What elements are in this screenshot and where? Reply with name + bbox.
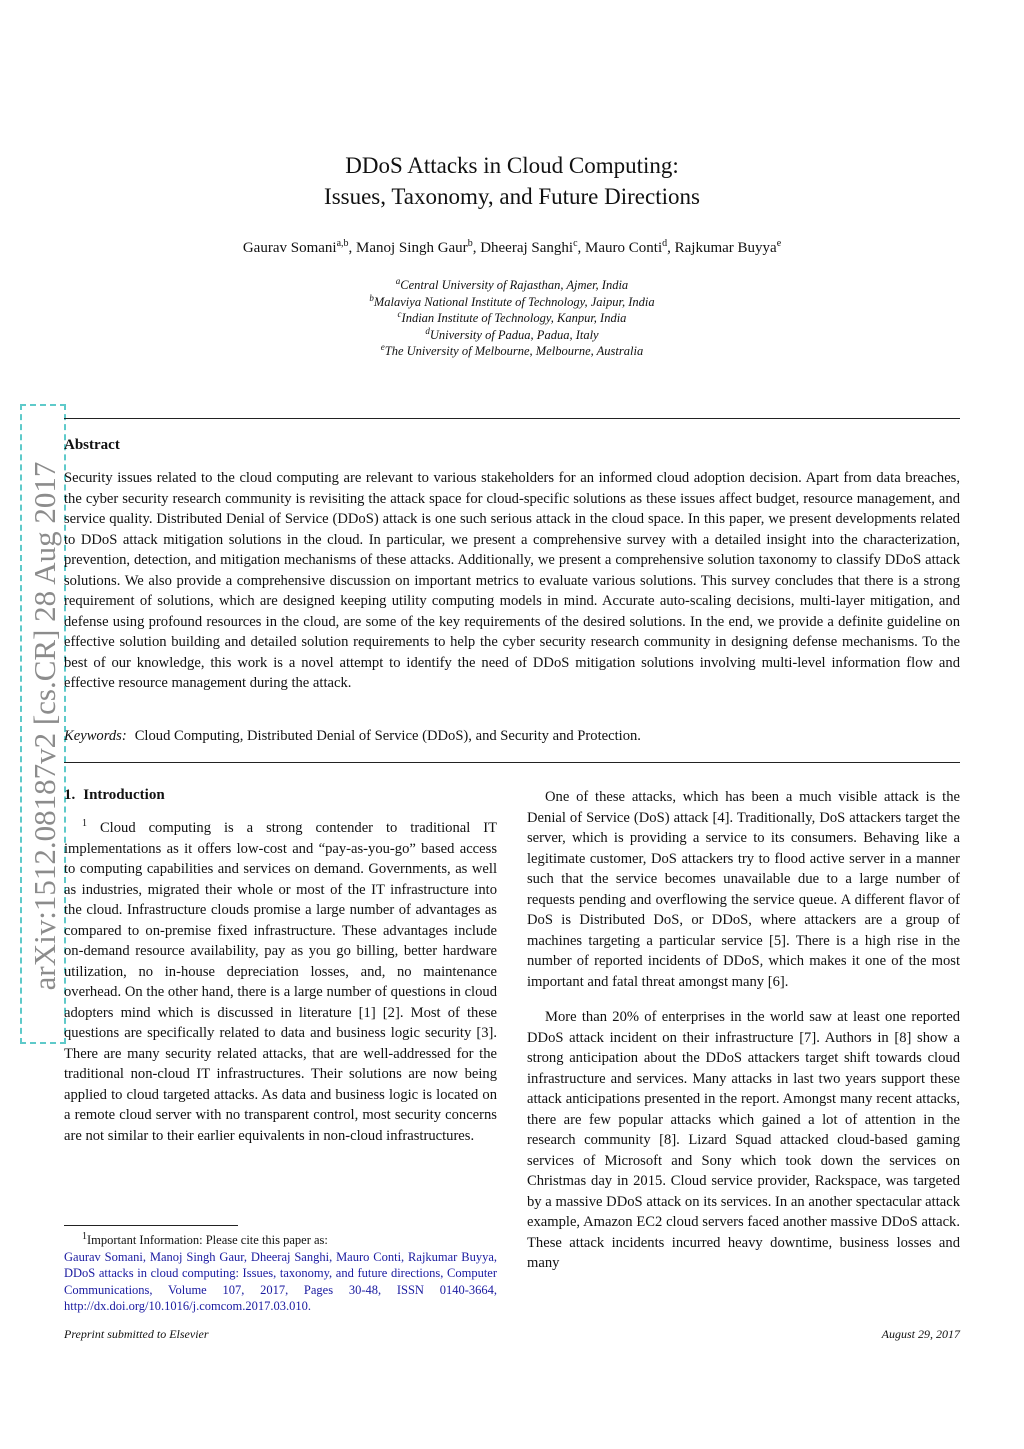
intro-paragraph-2: One of these attacks, which has been a much visible attack is the Denial of Service (DoS) attack [4]. Traditionally, DoS attackers target the server, which is providing a service to its consumers. Behaving like a legitimate customer, DoS attackers try to flood active server in a manner such that the service becomes unavailable due to a large number of requests pending and overflowing the service queue. A different flavor of DoS is Distributed DoS, or DDoS, where attackers are a group of machines targeting a particular service [5]. There is a high rise in the number of reported incidents of DDoS, which makes it one of the most important and fatal threat amongst many [6]. [527,789,960,990]
author: Dheeraj Sanghi$^c$, [480,238,586,256]
abstract-top-rule [64,418,960,419]
abstract-bottom-rule [64,762,960,763]
right-column [527,787,960,1274]
affiliation: $^a$Central University of Rajasthan, Ajmer, India [395,275,629,292]
author-list [0,240,1024,257]
affiliation: $^e$The University of Melbourne, Melbourne, Australia [380,342,644,359]
section-number: 1. [64,787,76,803]
section-title: Introduction [83,787,165,803]
affiliation: $^d$University of Padua, Padua, Italy [425,325,599,342]
author: Mauro Conti$^d$, [585,238,675,256]
author: Manoj Singh Gaur$^b$, [356,238,481,256]
arxiv-stamp [20,404,66,1044]
intro-paragraph-1: $^1$ Cloud computing is a strong contender to traditional IT implementations as it offers low-cost and “pay-as-you-go” based access to computing capabilities and services on demand. Governments, as well as industries, migrated their whole or most of the IT infrastructure into the cloud. Infrastructure clouds promise a large number of advantages as compared to on-premise fixed infrastructure. These advantages include on-demand resource availability, pay as you go billing, better hardware utilization, no in-house depreciation losses, and, no maintenance overhead. On the other hand, there is a large number of questions in cloud adopters mind which is discussed in literature [1] [2]. Most of these questions are specifically related to data and business logic security [3]. There are many security related attacks, that are well-addressed for the traditional non-cloud IT infrastructures. Their solutions are now being applied to cloud targeted attacks. As data and business logic is located on a remote cloud server with no transparent control, most security concerns are not similar to their earlier equivalents in non-cloud infrastructures. [64,818,497,1144]
section-heading-introduction [64,787,165,804]
keywords [64,728,641,745]
affiliation: $^c$Indian Institute of Technology, Kanpur, India [397,309,627,326]
author: Gaurav Somani$^{a,b}$, [242,238,357,256]
abstract-text: Security issues related to the cloud computing are relevant to various stakeholders for an informed cloud adoption decision. Apart from data breaches, the cyber security research community is revisiting the attack space for cloud-specific solutions as these issues affect budget, resource management, and service quality. Distributed Denial of Service (DDoS) attack is one such serious attack in the cloud space. In this paper, we present developments related to DDoS attack mitigation solutions in the cloud. In particular, we present a comprehensive survey with a detailed insight into the characterization, prevention, detection, and mitigation mechanisms of these attacks. Additionally, we present a comprehensive solution taxonomy to classify DDoS attack solutions. We also provide a comprehensive discussion on important metrics to evaluate various solutions. This survey concludes that there is a strong requirement of solutions, which are designed keeping utility computing models in mind. Accurate auto-scaling decisions, multi-layer mitigation, and defense using profound resources in the cloud, are some of the key requirements of the desired solutions. In the end, we provide a definite guideline on effective solution building and detailed solution requirements to help the cyber security research community in designing defense mechanisms. To the best of our knowledge, this work is a novel attempt to identify the need of DDoS mitigation solutions involving multi-level information flow and effective resource management during the attack. [64,470,960,691]
affiliation: $^b$Malaviya National Institute of Technology, Jaipur, India [369,292,655,309]
title-line-1: DDoS Attacks in Cloud Computing: [345,153,679,178]
footnote-intro: $^1$Important Information: Please cite this paper as: [82,1230,328,1247]
citation-link[interactable]: Gaurav Somani, Manoj Singh Gaur, Dheeraj Sanghi, Mauro Conti, Rajkumar Buyya, DDoS attacks in cloud computing: Issues, taxonomy, and future directions, Computer Communications, Volume 107, 2017, Pages 30-48, ISSN 0140-3664, http://dx.doi.org/10.1016/j.comcom.2017.03.010. [64,1249,497,1313]
keywords-label: Keywords: [64,728,127,744]
arxiv-stamp-text: arXiv:1512.08187v2 [cs.CR] 28 Aug 2017 [27,461,62,991]
footnote-marker[interactable]: 1 [82,818,87,830]
affiliation-list [0,277,1024,360]
paper-title [0,150,1024,212]
intro-paragraph-3: More than 20% of enterprises in the world saw at least one reported DDoS attack incident on their infrastructure [7]. Authors in [8] show a strong anticipation about the DDoS attackers target shift towards cloud infrastructure and services. Many attacks in last two years support these attack anticipations presented in the report. Amongst many recent attacks, there are few popular attacks which gained a lot of attention in the research community [8]. Lizard Squad attacked cloud-based gaming services of Microsoft and Sony which took down the services on Christmas day in 2015. Cloud service provider, Rackspace, was targeted by a massive DDoS attack on its services. In an another spectacular attack example, Amazon EC2 cloud servers faced another massive DDoS attack. These attack incidents incurred heavy downtime, business losses and many [527,1009,960,1271]
author: Rajkumar Buyya$^e$ [674,238,782,256]
footer-preprint: Preprint submitted to Elsevier [64,1327,209,1341]
left-column [64,818,497,1146]
footer-date: August 29, 2017 [881,1327,960,1341]
footnote [64,1232,497,1315]
footnote-rule [64,1225,238,1226]
keywords-text: Cloud Computing, Distributed Denial of Service (DDoS), and Security and Protection. [134,728,641,744]
abstract-heading: Abstract [64,437,120,453]
title-line-2: Issues, Taxonomy, and Future Directions [324,184,700,209]
